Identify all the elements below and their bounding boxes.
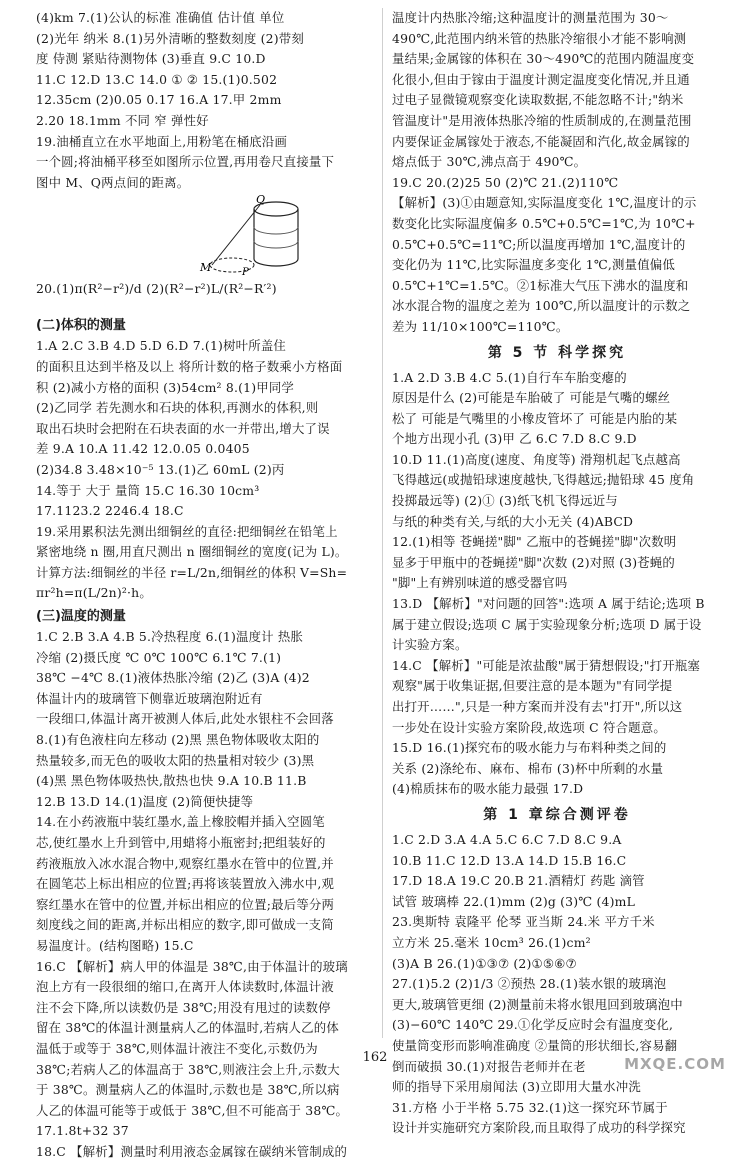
text-line: 留在 38℃的体温计测量病人乙的体温时,若病人乙的体 (36, 1020, 339, 1036)
text-line: 属于建立假设;选项 C 属于实验现象分析;选项 D 属于设 (392, 616, 702, 632)
text-line: 化很小,但由于镓由于温度计测定温度变化情况,并且通 (392, 71, 690, 87)
text-line: 关系 (2)涤纶布、麻布、棉布 (3)杯中所剩的水量 (392, 760, 664, 776)
text-line: 积 (2)减小方格的面积 (3)54cm² 8.(1)甲同学 (36, 379, 295, 395)
text-line: 飞得越远(或抛铅球速度越快,飞得越远;抛铅球 45 度角 (392, 472, 695, 488)
text-line: 14.C 【解析】"可能是浓盐酸"属于猜想假设;"打开瓶塞 (392, 657, 701, 673)
column-divider (382, 8, 383, 1038)
text-line: 察红墨水在管中的位置,并标出相应的位置;最后等分两 (36, 896, 335, 912)
text-line: 2.20 18.1mm 不同 窄 弹性好 (36, 112, 209, 128)
text-line: 人乙的体温可能等于或低于 38℃,但不可能高于 38℃。 (36, 1102, 349, 1118)
text-line: 显多于甲瓶中的苍蝇搓"脚"次数 (2)对照 (3)苍蝇的 (392, 554, 676, 570)
text-line: 倒而破损 30.(1)对报告老师并在老 (392, 1058, 586, 1074)
text-line: 熔点低于 30℃,沸点高于 490℃。 (392, 154, 587, 170)
text-line: 12.B 13.D 14.(1)温度 (2)简便快捷等 (36, 793, 254, 809)
section-title-temperature: (三)温度的测量 (36, 609, 126, 625)
text-line: 芯,使红墨水上升到管中,用蜡将小瓶密封;把组装好的 (36, 835, 326, 850)
text-line: 14.在小药液瓶中装红墨水,盖上橡胶帽并插入空圆笔 (36, 814, 325, 830)
text-line: 数变化比实际温度偏多 0.5℃+0.5℃=1℃,为 10℃+ (392, 215, 696, 231)
text-line: 16.C 【解析】病人甲的体温是 38℃,由于体温计的玻璃 (36, 958, 348, 974)
text-line: (4)km 7.(1)公认的标准 准确值 估计值 单位 (36, 10, 285, 25)
text-line: 12.35cm (2)0.05 0.17 16.A 17.甲 2mm (36, 92, 282, 108)
text-line: 热量较多,而无色的吸收太阳的热量相对较少 (3)黑 (36, 752, 315, 768)
oil-barrel-figure (36, 193, 376, 279)
text-line: 变化仍为 11℃,比实际温度多变化 1℃,测量值偏低 (392, 257, 675, 273)
text-line: 12.(1)相等 苍蝇搓"脚" 乙瓶中的苍蝇搓"脚"次数明 (392, 534, 677, 550)
text-line: 师的指导下采用扇闻法 (3)立即用大量水冲洗 (392, 1079, 641, 1095)
text-line: 管温度计"是用液体热胀冷缩的性质制成的,在测量范围 (392, 112, 692, 128)
text-line: 紧密地绕 n 圈,用直尺测出 n 圈细铜丝的宽度(记为 L)。 (36, 544, 348, 560)
text-line: 更大,玻璃管更细 (2)测量前未将水银甩回到玻璃泡中 (392, 996, 683, 1012)
text-line: 使量筒变形而影响准确度 ②量筒的形状细长,容易翻 (392, 1037, 678, 1053)
text-line: 18.C 【解析】测量时利用液态金属镓在碳纳米管制成的 (36, 1143, 348, 1159)
text-line: 温度计内热胀冷缩;这种温度计的测量范围为 30～ (392, 10, 669, 25)
left-block-3 (36, 627, 376, 1162)
text-line: 一段细口,体温计离开被测人体后,此处水银柱不会回落 (36, 711, 334, 727)
label-p: P (242, 267, 249, 279)
text-line: (2)乙同学 若先测水和石块的体积,再测水的体积,则 (36, 400, 319, 416)
text-line: 10.D 11.(1)高度(速度、角度等) 滑翔机起飞点越高 (392, 451, 681, 467)
text-line: 1.C 2.B 3.A 4.B 5.冷热程度 6.(1)温度计 热胀 (36, 629, 304, 645)
text-line: 刻度线之间的距离,并标出相应的数字,即可做成一支简 (36, 917, 334, 933)
text-line: 10.B 11.C 12.D 13.A 14.D 15.B 16.C (392, 852, 627, 868)
text-line: 体温计内的玻璃管下侧靠近玻璃泡附近有 (36, 690, 263, 706)
text-line: 泡上方有一段很细的缩口,在离开人体读数时,体温计液 (36, 979, 334, 995)
right-block-3 (392, 830, 722, 1139)
text-line: 投掷最远等) (2)① (3)纸飞机飞得远近与 (392, 493, 618, 509)
watermark-logo: MXQE.COM (624, 1055, 726, 1073)
text-line: 17.1123.2 2246.4 18.C (36, 503, 184, 519)
text-line: 差 9.A 10.A 11.42 12.0.05 0.0405 (36, 441, 250, 457)
text-line: 19.C 20.(2)25 50 (2)℃ 21.(2)110℃ (392, 174, 619, 190)
text-line: 的面积且达到半格及以上 将所计数的格子数乘小方格面 (36, 358, 343, 374)
text-line: 8.(1)有色液柱向左移动 (2)黑 黑色物体吸收太阳的 (36, 732, 320, 748)
text-line: 1.A 2.C 3.B 4.D 5.D 6.D 7.(1)树叶所盖住 (36, 338, 287, 354)
text-line: 13.D 【解析】"对问题的回答":选项 A 属于结论;选项 B (392, 596, 705, 612)
text-line: 【解析】(3)①由题意知,实际温度变化 1℃,温度计的示 (392, 195, 697, 211)
text-line: 11.C 12.D 13.C 14.0 ① ② 15.(1)0.502 (36, 71, 278, 87)
text-line: 设计并实施研究方案阶段,而且取得了成功的科学探究 (392, 1120, 686, 1136)
barrel-diagram (36, 193, 376, 279)
text-line: 19.油桶直立在水平地面上,用粉笔在桶底沿画 (36, 133, 288, 149)
left-block-2 (36, 336, 376, 604)
text-line: 出打开……",只是一种方案而并没有去"打开",所以这 (392, 699, 683, 714)
text-line: 490℃,此范围内纳米管的热胀冷缩很小才能不影响测 (392, 30, 687, 46)
label-q: Q (256, 193, 266, 207)
text-line: 内要保证金属镓处于液态,不能凝固和汽化,故金属镓的 (392, 133, 690, 149)
text-line: 31.方格 小于半格 5.75 32.(1)这一探究环节属于 (392, 1099, 668, 1115)
text-line: 27.(1)5.2 (2)1/3 ②预热 28.(1)装水银的玻璃泡 (392, 976, 667, 992)
text-line: 易温度计。(结构图略) 15.C (36, 937, 194, 953)
text-line: (2)34.8 3.48×10⁻⁵ 13.(1)乙 60mL (2)丙 (36, 461, 285, 477)
label-m: M (200, 261, 212, 275)
left-column (36, 8, 376, 1163)
section-title-chapter-review: 第 1 章综合测评卷 (483, 806, 631, 823)
text-line: 17.1.8t+32 37 (36, 1123, 129, 1139)
text-line: 14.等于 大于 量筒 15.C 16.30 10cm³ (36, 482, 260, 498)
text-line: 原因是什么 (2)可能是车胎破了 可能是气嘴的螺丝 (392, 390, 671, 406)
text-line: 注不会下降,所以读数仍是 38℃;用没有甩过的读数停 (36, 999, 331, 1015)
text-line: 图中 M、Q两点间的距离。 (36, 174, 190, 190)
text-line: πr²h=π(L/2n)²·h。 (36, 585, 152, 601)
text-line: (2)光年 纳米 8.(1)另外清晰的整数刻度 (2)带刻 (36, 30, 304, 46)
text-line: 15.D 16.(1)探究布的吸水能力与布料种类之间的 (392, 740, 667, 756)
left-block-1 (36, 8, 376, 193)
text-line: 差为 11/10×100℃=110℃。 (392, 318, 569, 334)
text-line: 取出石块时会把附在石块表面的水一并带出,增大了误 (36, 420, 330, 436)
text-line: (4)黑 黑色物体吸热快,散热也快 9.A 10.B 11.B (36, 773, 307, 789)
text-line: 0.5℃+1℃=1.5℃。②1标准大气压下沸水的温度和 (392, 277, 689, 293)
text-line: 量结果;金属镓的体积在 30～490℃的范围内随温度变 (392, 51, 695, 67)
text-line: 度 侍测 紧贴待测物体 (3)垂直 9.C 10.D (36, 51, 266, 67)
right-column (392, 8, 722, 1139)
text-line: 19.采用累积法先测出细铜丝的直径:把细铜丝在铅笔上 (36, 523, 338, 539)
text-line: (4)棉质抹布的吸水能力最强 17.D (392, 781, 584, 797)
text-line: 1.C 2.D 3.A 4.A 5.C 6.C 7.D 8.C 9.A (392, 831, 622, 847)
text-line: (3)A B 26.(1)①③⑦ (2)①⑤⑥⑦ (392, 955, 577, 971)
text-line: 试管 玻璃棒 22.(1)mm (2)g (3)℃ (4)mL (392, 893, 636, 909)
text-line: 在圆笔芯上标出相应的位置;再将该装置放入沸水中,观 (36, 876, 335, 892)
text-line: 计实验方案。 (392, 637, 468, 653)
text-line: 计算方法:细铜丝的半径 r=L/2n,细铜丝的体积 V=Sh= (36, 564, 348, 580)
text-line: (3)−60℃ 140℃ 29.①化学反应时会有温度变化, (392, 1017, 674, 1033)
text-line: 17.D 18.A 19.C 20.B 21.酒精灯 药匙 滴管 (392, 873, 645, 889)
text-line: 松了 可能是气嘴里的小橡皮管坏了 可能是内胎的某 (392, 410, 678, 426)
text-line: 一个圆;将油桶平移至如图所示位置,再用卷尺直接量下 (36, 154, 335, 170)
text-line: "脚"上有辨别味道的感受器官吗 (392, 575, 568, 591)
page-number: 162 (362, 1050, 388, 1065)
text-line: 1.A 2.D 3.B 4.C 5.(1)自行车车胎变瘪的 (392, 369, 627, 385)
right-block-1 (392, 8, 722, 338)
text-line: 一步处在设计实验方案阶段,故选项 C 符合题意。 (392, 719, 666, 735)
text-line: 个地方出现小孔 (3)甲 乙 6.C 7.D 8.C 9.D (392, 431, 637, 447)
text-line: 过电子显微镜观察变化读取数据,不能忽略不计;"纳米 (392, 92, 684, 108)
text-line: 于 38℃。测量病人乙的体温时,示数也是 38℃,所以病 (36, 1082, 340, 1098)
text-line: 温低于或等于 38℃,则体温计液注不变化,示数仍为 (36, 1040, 318, 1056)
text-line: 药液瓶放入冰水混合物中,观察红墨水在管中的位置,并 (36, 855, 334, 871)
section-title-science-inquiry: 第 5 节 科学探究 (487, 344, 627, 361)
text-line: 23.奥斯特 袁隆平 伦琴 亚当斯 24.米 平方千米 (392, 914, 655, 930)
text-line: 与纸的种类有关,与纸的大小无关 (4)ABCD (392, 513, 634, 529)
text-line: 0.5℃+0.5℃=11℃;所以温度再增加 1℃,温度计的 (392, 236, 686, 252)
text-line: 38℃;若病人乙的体温高于 38℃,则液注会上升,示数大 (36, 1061, 340, 1077)
formula-line: 20.(1)π(R²−r²)/d (2)(R²−r²)L/(R²−R′²) (36, 281, 277, 297)
right-block-2 (392, 368, 722, 800)
text-line: 冰水混合物的温度之差为 100℃,所以温度计的示数之 (392, 298, 691, 314)
text-line: 观察"属于收集证据,但要注意的是本题为"有同学提 (392, 678, 673, 694)
text-line: 冷缩 (2)摄氏度 ℃ 0℃ 100℃ 6.1℃ 7.(1) (36, 649, 282, 665)
section-title-volume: (二)体积的测量 (36, 318, 126, 334)
text-line: 立方米 25.毫米 10cm³ 26.(1)cm² (392, 934, 591, 950)
text-line: 38℃ −4℃ 8.(1)液体热胀冷缩 (2)乙 (3)A (4)2 (36, 670, 310, 686)
